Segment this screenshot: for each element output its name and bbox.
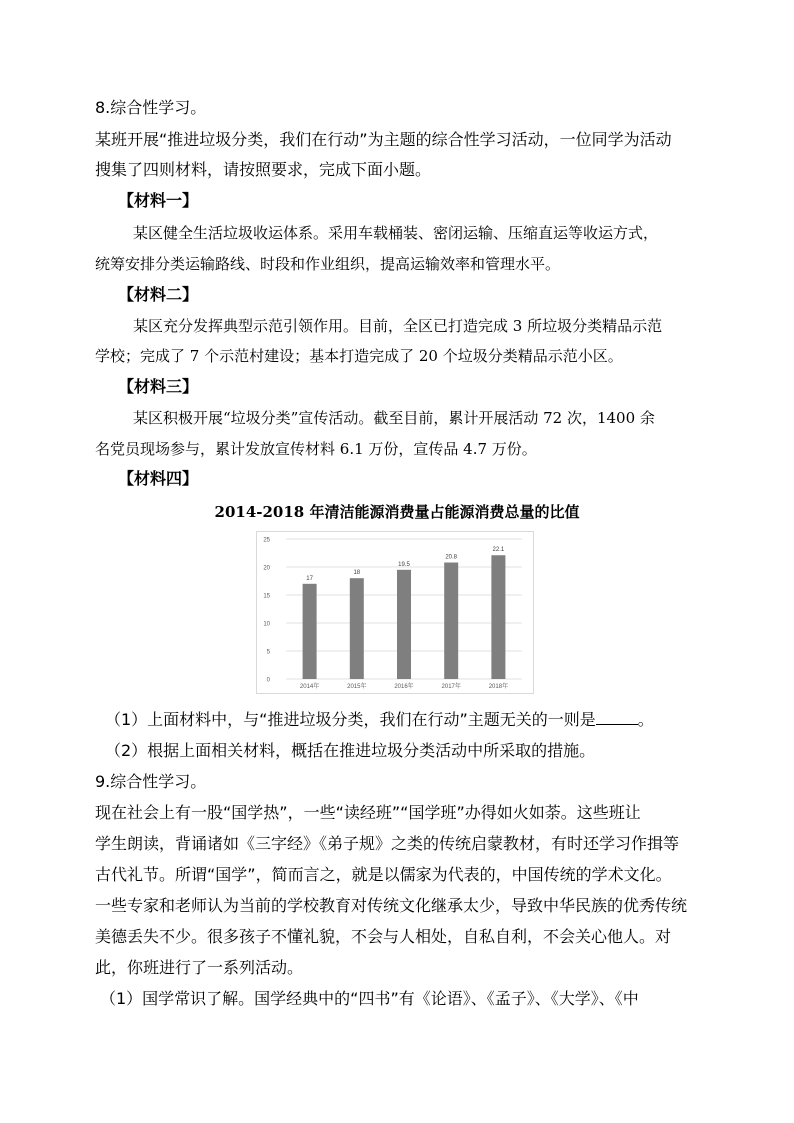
material-1-line-2: 统筹安排分类运输路线、时段和作业组织，提高运输效率和管理水平。	[95, 255, 561, 273]
answer-blank[interactable]	[596, 710, 638, 725]
q8-sub-question-1	[105, 709, 654, 731]
material-1-heading: 【材料一】	[118, 191, 199, 210]
q8-sub-question-2: （2）根据上面相关材料，概括在推进垃圾分类活动中所采取的措施。	[105, 741, 596, 760]
y-tick-label: 10	[263, 621, 270, 628]
chart-title: 2014-2018 年清洁能源消费量占能源消费总量的比值	[214, 503, 580, 521]
bar	[444, 563, 458, 679]
q8-sub1-suffix: 。	[637, 710, 654, 729]
y-tick-label: 25	[263, 537, 270, 544]
q9-sub-question-1: （1）国学常识了解。国学经典中的“四书”有《论语》、《孟子》、《大学》、《中	[100, 989, 639, 1008]
material-1-line-1: 某区健全生活垃圾收运体系。采用车载桶装、密闭运输、压缩直运等收运方式，	[133, 224, 659, 242]
data-label: 17	[306, 575, 313, 582]
q8-title: 8.综合性学习。	[95, 98, 207, 117]
x-tick-label: 2017年	[441, 684, 461, 690]
x-tick-label: 2018年	[488, 684, 509, 690]
q9-title: 9.综合性学习。	[95, 772, 207, 791]
y-tick-label: 15	[263, 593, 270, 600]
data-label: 19.5	[398, 561, 410, 568]
data-label: 18	[353, 570, 361, 577]
q9-line-6: 此，你班进行了一系列活动。	[95, 958, 304, 977]
x-tick-label: 2016年	[394, 684, 414, 690]
material-3-line-1: 某区积极开展“垃圾分类”宣传活动。截至目前，累计开展活动 72 次，1400 余	[133, 409, 655, 427]
x-tick-label: 2014年	[299, 684, 320, 690]
data-label: 22.1	[492, 547, 505, 554]
y-tick-label: 5	[266, 649, 270, 656]
q9-line-1: 现在社会上有一股“国学热”，一些“读经班”“国学班”办得如火如荼。这些班让	[95, 803, 641, 822]
q9-line-5: 美德丢失不少。很多孩子不懂礼貌，不会与人相处，自私自利，不会关心他人。对	[95, 927, 672, 946]
y-tick-label: 20	[263, 565, 270, 572]
bar	[303, 584, 317, 679]
material-3-heading: 【材料三】	[118, 377, 199, 396]
bar	[491, 555, 505, 679]
q8-intro-line-2: 搜集了四则材料，请按照要求，完成下面小题。	[95, 160, 432, 179]
material-4-heading: 【材料四】	[118, 469, 199, 488]
material-2-line-2: 学校；完成了 7 个示范村建设；基本打造完成了 20 个垃圾分类精品示范小区。	[95, 347, 623, 365]
q9-line-2: 学生朗读，背诵诸如《三字经》《弟子规》之类的传统启蒙教材，有时还学习作揖等	[95, 834, 680, 853]
q8-intro-line-1: 某班开展“推进垃圾分类，我们在行动”为主题的综合性学习活动，一位同学为活动	[95, 130, 672, 149]
data-label: 20.8	[445, 554, 458, 561]
q9-line-3: 古代礼节。所谓“国学”，简而言之，就是以儒家为代表的，中国传统的学术文化。	[95, 865, 672, 884]
q9-line-4: 一些专家和老师认为当前的学校教育对传统文化继承太少，导致中华民族的优秀传统	[95, 896, 688, 915]
material-2-heading: 【材料二】	[118, 285, 199, 304]
bar	[397, 570, 411, 679]
bar	[350, 578, 364, 679]
q8-sub1-text: （1）上面材料中，与“推进垃圾分类，我们在行动”主题无关的一则是	[105, 710, 596, 729]
material-2-line-1: 某区充分发挥典型示范引领作用。目前，全区已打造完成 3 所垃圾分类精品示范	[133, 317, 663, 335]
x-tick-label: 2015年	[347, 684, 367, 690]
y-tick-label: 0	[266, 677, 270, 684]
bar-chart	[256, 531, 534, 694]
material-3-line-2: 名党员现场参与，累计发放宣传材料 6.1 万份，宣传品 4.7 万份。	[95, 440, 537, 458]
